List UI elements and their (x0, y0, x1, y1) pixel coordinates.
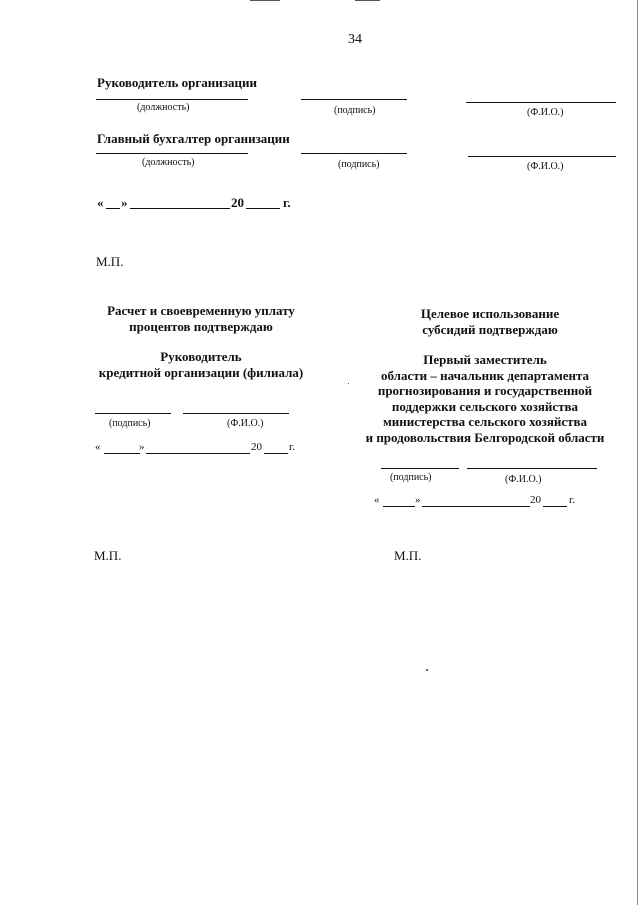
left-date-close-quote: » (139, 441, 145, 453)
right-date-close-quote: » (415, 494, 421, 506)
right-name-label: (Ф.И.О.) (505, 474, 542, 485)
date-year-suffix: г. (283, 195, 291, 210)
left-signature-line (95, 413, 171, 414)
left-date-open-quote: « (95, 441, 101, 453)
page-number: 34 (348, 32, 362, 47)
left-date-month-line (146, 453, 250, 454)
right-head-line2: области – начальник департамента (380, 367, 590, 383)
right-head-line6: и продовольствия Белгородской области (365, 429, 605, 445)
position-label-2: (должность) (142, 157, 195, 168)
right-signature-line (381, 468, 459, 469)
signature-line-2 (301, 153, 407, 154)
left-date-day-line (104, 453, 140, 454)
left-date-year-line (264, 453, 288, 454)
date-open-quote: « (97, 195, 104, 210)
right-confirm-line1: Целевое использование (420, 306, 560, 321)
right-head-line5: министерства сельского хозяйства (382, 414, 588, 429)
left-date-year-prefix: 20 (251, 441, 262, 453)
position-label-1: (должность) (137, 102, 190, 113)
name-label-2: (Ф.И.О.) (527, 161, 564, 172)
date-month-line (130, 208, 230, 209)
left-name-line (183, 413, 289, 414)
right-date-year-prefix: 20 (530, 494, 541, 506)
signature-label-1: (подпись) (334, 105, 376, 116)
left-stamp-label: М.П. (94, 548, 122, 563)
date-day-line (106, 208, 120, 209)
left-name-label: (Ф.И.О.) (227, 418, 264, 429)
right-head-line3: прогнозирования и государственной (377, 383, 593, 398)
left-confirm-line2: процентов подтверждаю (129, 318, 273, 334)
signature-line-1 (301, 99, 407, 100)
right-name-line (467, 468, 597, 469)
right-stamp-label: М.П. (394, 548, 422, 563)
right-head-line1: Первый заместитель (423, 352, 547, 367)
right-signature-label: (подпись) (390, 472, 432, 483)
left-signature-label: (подпись) (109, 418, 151, 429)
right-date-year-suffix: г. (569, 494, 576, 506)
name-label-1: (Ф.И.О.) (527, 107, 564, 118)
name-line-2 (468, 156, 616, 157)
scan-speck (348, 383, 349, 384)
right-confirm-text (380, 306, 600, 337)
name-line-1 (466, 102, 616, 103)
section1-title: Руководитель организации (97, 75, 257, 90)
section2-title: Главный бухгалтер организации (97, 131, 290, 146)
position-line-2 (96, 153, 248, 154)
right-date-open-quote: « (374, 494, 380, 506)
right-confirm-line2: субсидий подтверждаю (422, 321, 558, 337)
left-date-year-suffix: г. (289, 441, 296, 453)
right-head-line4: поддержки сельского хозяйства (391, 398, 579, 414)
scan-right-edge (637, 0, 638, 905)
left-head-line1: Руководитель (160, 349, 242, 364)
position-line-1 (96, 99, 248, 100)
left-confirm-line1: Расчет и своевременную уплату (107, 303, 295, 318)
right-date-year-line (543, 506, 567, 507)
right-date-month-line (422, 506, 530, 507)
date-year-prefix: 20 (231, 195, 244, 210)
date-close-quote: » (121, 195, 128, 210)
right-date-day-line (383, 506, 415, 507)
signature-label-2: (подпись) (338, 159, 380, 170)
right-head-text (360, 352, 610, 445)
left-head-line2: кредитной организации (филиала) (98, 364, 304, 380)
left-confirm-text (92, 303, 310, 334)
left-head-text (92, 349, 310, 380)
scan-speck (426, 669, 428, 671)
date-year-line (246, 208, 280, 209)
scan-top-edge (0, 0, 640, 2)
stamp-label-main: М.П. (96, 254, 124, 269)
